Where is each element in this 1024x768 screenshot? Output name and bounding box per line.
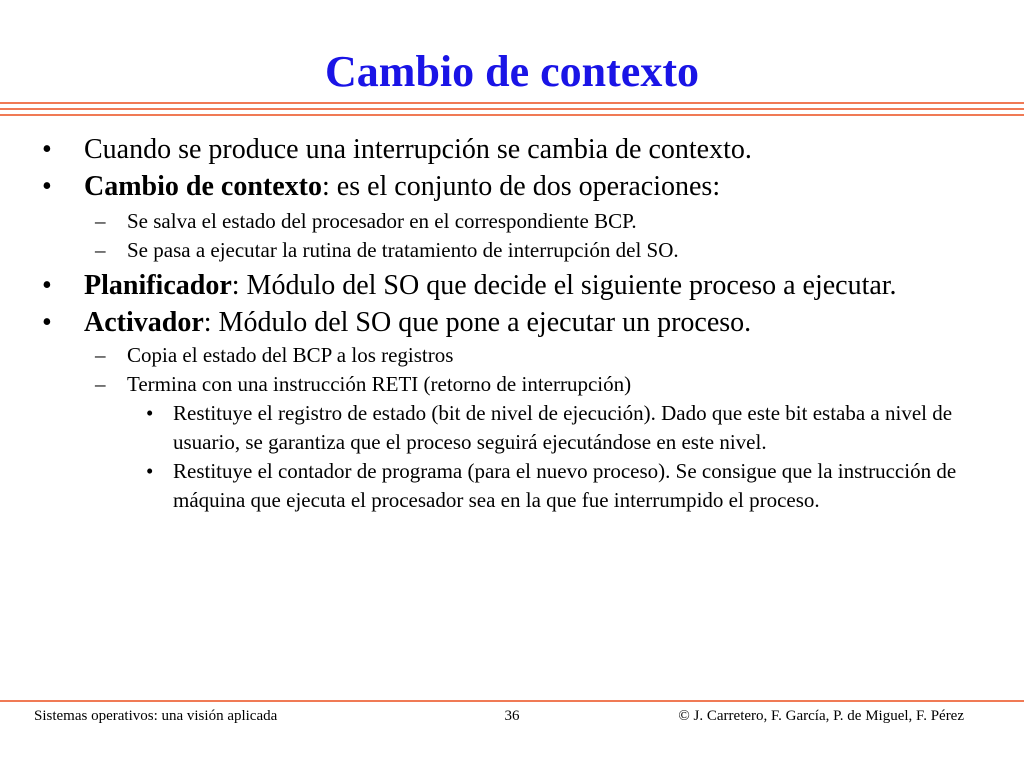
bullet-mark: •	[42, 134, 52, 165]
bullet-text: Cuando se produce una interrupción se cambia de contexto.	[84, 134, 752, 165]
sub-item	[40, 370, 980, 399]
slide-body	[40, 133, 980, 515]
divider-line-3	[0, 114, 1024, 116]
divider-line-2	[0, 108, 1024, 110]
bullet-text: : es el conjunto de dos operaciones:	[321, 171, 721, 202]
sub-sub-item	[40, 457, 980, 515]
dash-mark: –	[95, 238, 106, 262]
bullet-mark: •	[146, 459, 154, 483]
sub-item	[40, 236, 980, 265]
bullet-term: Cambio de contexto	[84, 171, 322, 202]
bullet-item	[40, 306, 980, 339]
footer-divider	[0, 700, 1024, 702]
bullet-mark: •	[42, 307, 52, 338]
sub-item-text: Se salva el estado del procesador en el correspondiente BCP.	[127, 209, 637, 233]
sub-item-text: Se pasa a ejecutar la rutina de tratamiento de interrupción del SO.	[127, 238, 679, 262]
dash-mark: –	[95, 343, 106, 367]
bullet-text: : Módulo del SO que pone a ejecutar un proceso.	[203, 307, 752, 338]
dash-mark: –	[95, 372, 106, 396]
bullet-item	[40, 269, 980, 302]
bullet-item	[40, 170, 980, 203]
sub-item-text: Copia el estado del BCP a los registros	[127, 343, 454, 367]
footer-authors: © J. Carretero, F. García, P. de Miguel, F. Pérez	[678, 708, 964, 724]
sub-sub-item-text: Restituye el registro de estado (bit de nivel de ejecución). Dado que este bit estaba a nivel de usuario, se garantiza que el proceso seguirá ejecutándose en este nivel.	[173, 401, 953, 454]
bullet-term: Activador	[84, 307, 204, 338]
sub-sub-item-text: Restituye el contador de programa (para el nuevo proceso). Se consigue que la instrucción de máquina que ejecuta el procesador sea en la que fue interrumpido el proceso.	[173, 459, 957, 512]
footer-book-title: Sistemas operativos: una visión aplicada	[34, 708, 278, 724]
bullet-mark: •	[146, 401, 154, 425]
bullet-term: Planificador	[84, 270, 232, 301]
bullet-mark: •	[42, 270, 52, 301]
dash-mark: –	[95, 209, 106, 233]
bullet-text: : Módulo del SO que decide el siguiente proceso a ejecutar.	[231, 270, 897, 301]
divider-line-1	[0, 102, 1024, 104]
footer-page-number: 36	[504, 708, 520, 724]
sub-item	[40, 341, 980, 370]
sub-sub-item	[40, 399, 980, 457]
bullet-item	[40, 133, 980, 166]
sub-item	[40, 207, 980, 236]
sub-item-text: Termina con una instrucción RETI (retorno de interrupción)	[127, 372, 632, 396]
bullet-mark: •	[42, 171, 52, 202]
slide-title: Cambio de contexto	[325, 47, 699, 96]
